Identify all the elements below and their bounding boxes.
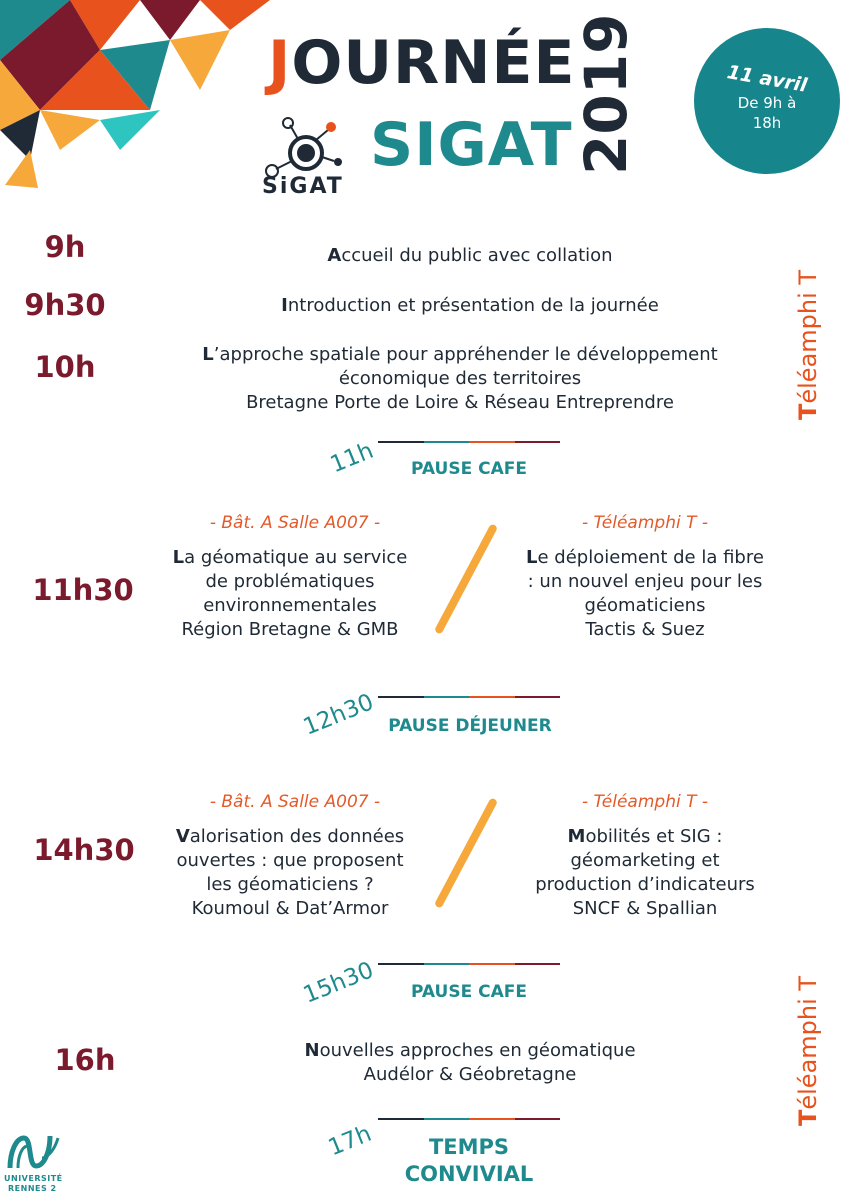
event-line1	[500, 546, 790, 570]
event-text: alorisation des données	[189, 826, 405, 847]
event-text: a géomatique au service	[184, 547, 408, 568]
event-accueil	[200, 244, 740, 268]
event-initial: I	[281, 295, 288, 316]
date-hours-line1: De 9h à	[737, 94, 797, 112]
closing-label	[378, 1134, 560, 1188]
event-line1	[230, 1039, 710, 1063]
side-label-text: éléamphi T	[794, 975, 822, 1110]
event-line4: Koumoul & Dat’Armor	[191, 898, 389, 919]
break-label-pause-dejeuner: PAUSE DÉJEUNER	[388, 716, 552, 736]
side-label-teleamphi-2	[794, 976, 822, 1126]
session-separator-2	[434, 797, 498, 908]
event-line1	[150, 825, 430, 849]
title-journee	[268, 28, 575, 98]
time-11h30: 11h30	[32, 573, 134, 607]
event-line4: SNCF & Spallian	[572, 898, 718, 919]
room-salle-a007-1: - Bât. A Salle A007 -	[209, 513, 381, 533]
event-deploiement-fibre	[500, 546, 790, 642]
year-text: 2019	[572, 13, 640, 175]
break-divider-3	[378, 963, 560, 965]
time-10h: 10h	[34, 350, 96, 384]
title-year	[572, 13, 640, 175]
break-label-pause-cafe-2: PAUSE CAFE	[411, 982, 527, 1002]
time-14h30: 14h30	[33, 833, 135, 867]
closing-label-line1: TEMPS	[428, 1135, 510, 1159]
event-line4: Tactis & Suez	[585, 619, 705, 640]
event-initial: L	[202, 344, 214, 365]
university-logo-icon	[6, 1132, 62, 1172]
event-approche-spatiale	[150, 343, 770, 415]
university-name-line2: RENNES 2	[8, 1184, 57, 1193]
event-initial: N	[304, 1040, 320, 1061]
date-main: 11 avril	[725, 61, 809, 97]
event-line4: Région Bretagne & GMB	[181, 619, 399, 640]
event-nouvelles-approches	[230, 1039, 710, 1087]
side-label-initial: T	[794, 403, 822, 420]
event-initial: A	[327, 245, 342, 266]
session-separator-1	[434, 523, 498, 634]
event-line2: économique des territoires	[338, 368, 582, 389]
event-line2: géomarketing et	[570, 850, 720, 871]
event-initial: M	[567, 826, 586, 847]
time-9h30: 9h30	[24, 288, 106, 322]
event-line3: Bretagne Porte de Loire & Réseau Entreprendre	[246, 392, 674, 413]
event-line1	[150, 546, 430, 570]
event-initial: L	[172, 547, 185, 568]
room-teleamphi-2: - Téléamphi T -	[581, 792, 709, 812]
break-divider-1	[378, 441, 560, 443]
event-line2: Audélor & Géobretagne	[363, 1064, 577, 1085]
university-name-line1: UNIVERSITÉ	[4, 1174, 63, 1183]
date-hours-line2: 18h	[752, 114, 782, 132]
closing-label-line2: CONVIVIAL	[404, 1162, 534, 1186]
event-line3: production d’indicateurs	[535, 874, 755, 895]
title-rest: OURNÉE	[291, 28, 576, 98]
event-line2: : un nouvel enjeu pour les	[527, 571, 763, 592]
title-first-letter: J	[268, 28, 292, 98]
event-text: ntroduction et présentation de la journée	[287, 295, 659, 316]
event-line1	[150, 343, 770, 367]
event-text: obilités et SIG :	[585, 826, 723, 847]
side-label-initial: T	[794, 1109, 822, 1126]
time-16h: 16h	[54, 1043, 116, 1077]
event-initial: L	[526, 547, 538, 568]
break-label-pause-cafe-1: PAUSE CAFE	[411, 459, 527, 479]
side-label-text: éléamphi T	[794, 269, 822, 404]
event-valorisation-donnees	[150, 825, 430, 921]
decorative-triangles	[0, 0, 280, 190]
break-divider-2	[378, 696, 560, 698]
break-time-12h30: 12h30	[299, 689, 378, 741]
side-label-teleamphi-1	[794, 270, 822, 420]
room-salle-a007-2: - Bât. A Salle A007 -	[209, 792, 381, 812]
title-sigat: SIGAT	[370, 110, 573, 180]
break-time-11h: 11h	[326, 437, 378, 479]
event-text: ouvelles approches en géomatique	[319, 1040, 636, 1061]
room-teleamphi-1: - Téléamphi T -	[581, 513, 709, 533]
sigat-logo-text: SiGAT	[262, 174, 344, 199]
event-line3: géomaticiens	[584, 595, 706, 616]
time-9h: 9h	[44, 230, 86, 264]
event-line2: ouvertes : que proposent	[176, 850, 404, 871]
event-introduction	[200, 294, 740, 318]
event-line2: de problématiques	[205, 571, 375, 592]
event-line3: les géomaticiens ?	[206, 874, 374, 895]
closing-time-17h: 17h	[324, 1120, 376, 1162]
event-text: ccueil du public avec collation	[341, 245, 613, 266]
event-initial: V	[175, 826, 190, 847]
break-divider-4	[378, 1118, 560, 1120]
event-line1	[500, 825, 790, 849]
event-geomatique-environnement	[150, 546, 430, 642]
date-badge	[694, 28, 840, 174]
event-text: ’approche spatiale pour appréhender le développement	[213, 344, 718, 365]
event-line3: environnementales	[203, 595, 377, 616]
event-mobilites-sig	[500, 825, 790, 921]
break-time-15h30: 15h30	[299, 957, 378, 1009]
event-text: e déploiement de la fibre	[537, 547, 764, 568]
